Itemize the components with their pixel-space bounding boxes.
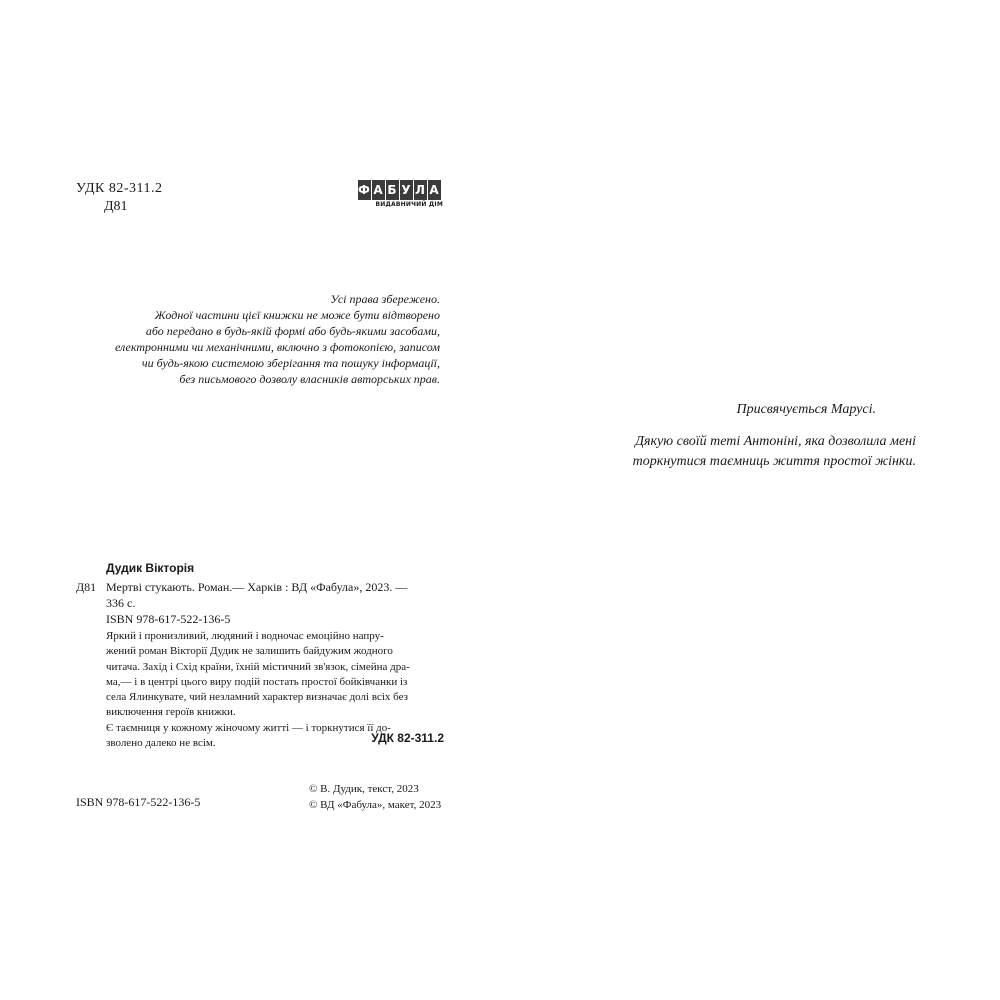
annotation-line: Є таємниця у кожному жіночому житті — і торкнутися її до-	[106, 721, 391, 734]
right-page	[500, 0, 1000, 1000]
logo-letters	[355, 180, 443, 200]
bibliographic-entry	[106, 579, 444, 751]
entry-line: 336 с.	[106, 596, 136, 610]
udk-code: УДК 82-311.2	[76, 181, 163, 196]
publisher-logo	[355, 180, 443, 208]
rights-line: електронними чи механічними, включно з фотокопією, записом	[115, 340, 440, 354]
rights-line: Жодної частини цієї книжки не може бути відтворено	[154, 308, 440, 322]
entry-line: ISBN 978-617-522-136-5	[106, 612, 231, 626]
rights-line: без письмового дозволу власників авторських прав.	[179, 372, 440, 386]
entry-line: Мертві стукають. Роман.— Харків : ВД «Фабула», 2023. —	[106, 580, 408, 594]
annotation-line: читача. Захід і Схід країни, їхній містичний зв'язок, сімейна дра-	[106, 660, 410, 673]
copyright-line: © ВД «Фабула», макет, 2023	[309, 799, 442, 811]
logo-letter: Ф	[358, 180, 371, 200]
annotation-line: Яркий і пронизливий, людяний і водночас емоційно напру-	[106, 630, 384, 642]
logo-letter: Б	[386, 180, 399, 200]
logo-letter: У	[400, 180, 413, 200]
udk-footer-code: УДК 82-311.2	[371, 731, 444, 745]
rights-notice	[60, 291, 440, 387]
udk-header	[76, 180, 163, 216]
logo-subtitle: ВИДАВНИЧИЙ ДІМ	[375, 201, 443, 208]
logo-letter: Л	[414, 180, 427, 200]
author-name: Дудик Вікторія	[106, 561, 195, 575]
rights-line: чи будь-якою системою зберігання та пошуку інформації,	[141, 356, 440, 370]
isbn: ISBN 978-617-522-136-5	[76, 795, 201, 809]
copyright-line: © В. Дудик, текст, 2023	[309, 783, 419, 795]
annotation-line: ма,— і в центрі цього виру подій постать простої бойківчанки із	[106, 675, 408, 688]
annotation-line: села Ялинкувате, чий незламний характер визначає долі всіх без	[106, 691, 408, 704]
annotation-line: зволено далеко не всім.	[106, 737, 216, 750]
thanks-line: торкнутися таємниць життя простої жінки.	[632, 454, 916, 469]
author-code: Д81	[76, 580, 97, 594]
annotation-line: виключення героїв книжки.	[106, 706, 236, 719]
rights-line: або передано в будь-якій формі або будь-якими засобами,	[145, 324, 440, 338]
udk-index: Д81	[104, 199, 128, 214]
annotation-line: жений роман Вікторії Дудик не залишить байдужим жодного	[106, 645, 393, 658]
copyright-block	[309, 781, 441, 813]
thanks-line: Дякую своїй теті Антоніні, яка дозволила мені	[635, 434, 916, 449]
dedication-block	[556, 400, 916, 472]
logo-letter: А	[428, 180, 441, 200]
dedication-line: Присвячується Марусі.	[736, 402, 876, 417]
logo-letter: А	[372, 180, 385, 200]
rights-line: Усі права збережено.	[330, 292, 440, 306]
